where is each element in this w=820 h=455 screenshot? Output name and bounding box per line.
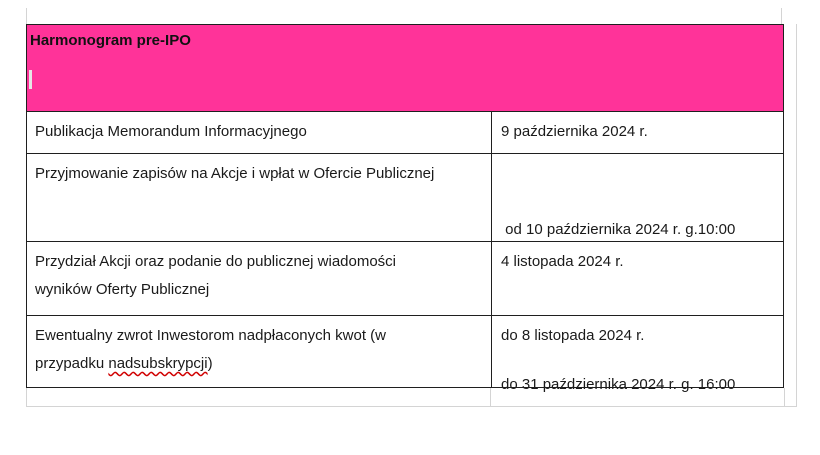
table-header[interactable] xyxy=(26,24,784,112)
guide-line-mid-ext xyxy=(490,388,491,407)
guide-line-right xyxy=(796,24,797,407)
table-row[interactable] xyxy=(26,112,784,154)
text-cursor xyxy=(29,70,32,89)
schedule-table xyxy=(26,24,784,393)
misspelled-word: nadsubskrypcji xyxy=(108,355,208,372)
guide-line-right-ext xyxy=(784,388,785,407)
date-start: od 10 października 2024 r. g.10:00 xyxy=(501,221,736,238)
table-row[interactable] xyxy=(26,316,784,388)
event-date[interactable]: do 8 listopada 2024 r. xyxy=(501,327,645,344)
event-label-text: Ewentualny zwrot Inwestorom nadpłaconych kwot (w przypadku xyxy=(35,327,386,372)
table-row[interactable] xyxy=(26,242,784,316)
guide-line-top xyxy=(26,8,27,24)
date-end: do 31 października 2024 r. g. 16:00 xyxy=(501,376,736,393)
event-label[interactable]: Publikacja Memorandum Informacyjnego xyxy=(35,123,307,140)
column-divider xyxy=(491,316,492,387)
event-label-text-end: ) xyxy=(207,355,213,372)
event-label[interactable]: Przydział Akcji oraz podanie do publicznej wiadomości wyników Oferty Publicznej xyxy=(35,253,397,298)
event-date[interactable]: 4 listopada 2024 r. xyxy=(501,253,624,270)
guide-line-left-ext xyxy=(26,388,27,407)
column-divider xyxy=(491,242,492,315)
column-divider xyxy=(491,154,492,241)
guide-line-top-right xyxy=(781,8,782,24)
table-title: Harmonogram pre-IPO xyxy=(30,32,191,49)
column-divider xyxy=(491,112,492,153)
event-date[interactable]: 9 października 2024 r. xyxy=(501,123,648,140)
event-label[interactable]: Przyjmowanie zapisów na Akcje i wpłat w Ofercie Publicznej xyxy=(35,165,435,182)
event-label[interactable] xyxy=(35,322,435,378)
